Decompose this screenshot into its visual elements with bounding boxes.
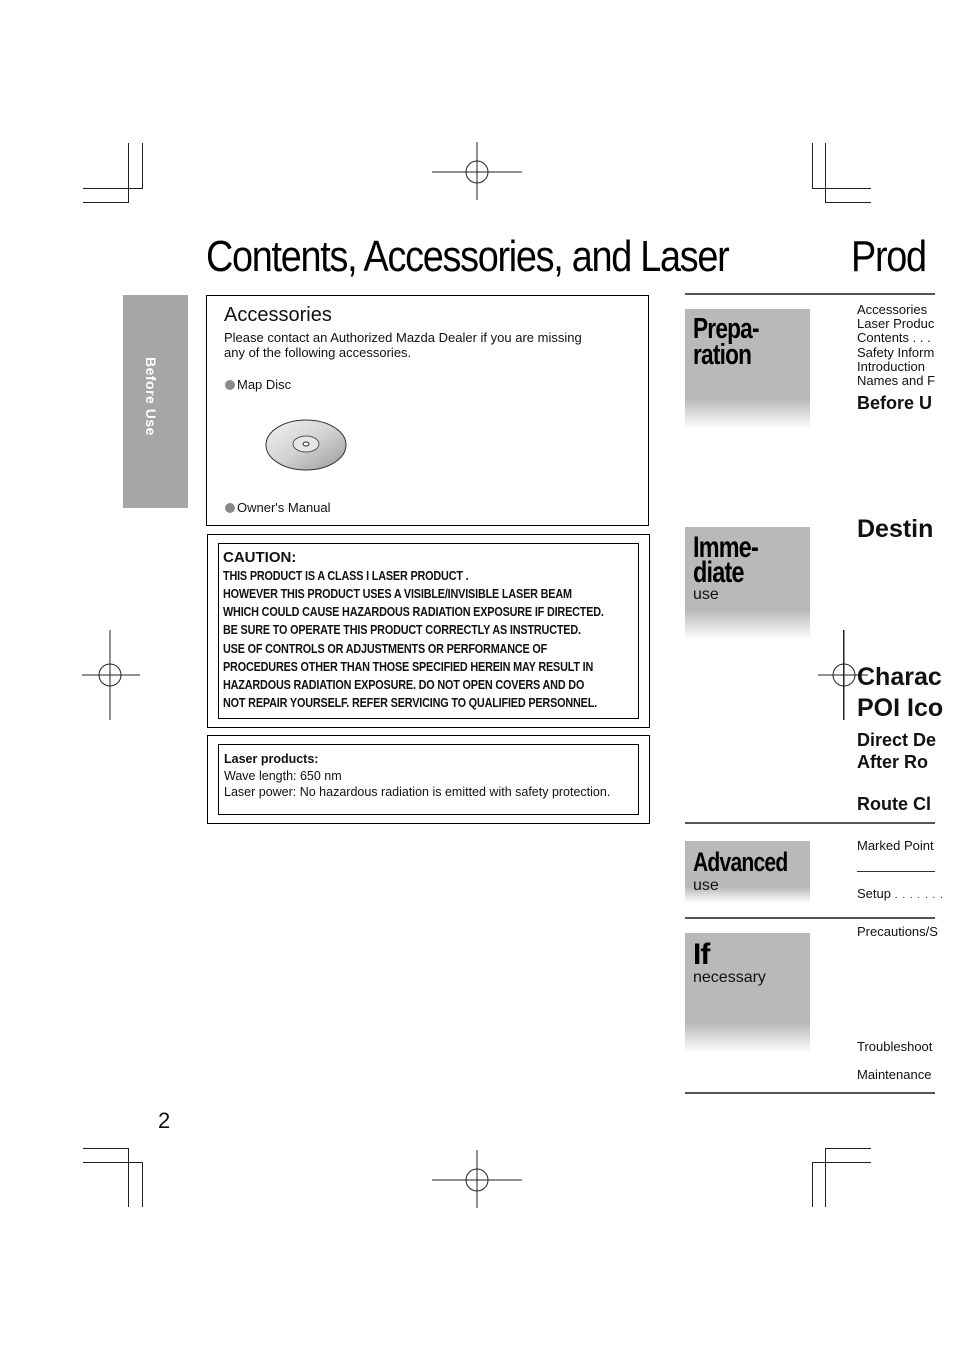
toc-leader-dots: . . . . . . . <box>890 890 944 901</box>
caution-line: THIS PRODUCT IS A CLASS I LASER PRODUCT . <box>223 569 469 583</box>
toc-heading: POI Ico <box>857 694 944 722</box>
toc-item-label: Setup <box>857 886 891 901</box>
toc-item: Safety Inform <box>857 345 935 360</box>
map-disc-illustration <box>262 417 350 475</box>
toc-item: Accessories <box>857 302 928 317</box>
toc-divider <box>857 871 935 872</box>
section-subtitle-if-necessary: necessary <box>693 969 766 986</box>
caution-line: HAZARDOUS RADIATION EXPOSURE. DO NOT OPEN COVERS AND DO <box>223 678 585 692</box>
accessory-item-map-disc <box>225 377 291 392</box>
laser-power: Laser power: No hazardous radiation is emitted with safety protection. <box>224 785 611 799</box>
toc-heading: Destin <box>857 515 934 543</box>
section-divider <box>685 917 935 919</box>
toc-item: Laser Produc <box>857 316 935 331</box>
section-subtitle-advanced: use <box>693 877 719 894</box>
registration-target-top <box>432 142 524 202</box>
section-title-if-necessary: If <box>693 938 710 971</box>
toc-item: Names and F <box>857 373 936 388</box>
toc-item: Maintenance <box>857 1067 932 1082</box>
section-title-immediate: diate <box>693 556 744 589</box>
section-title-preparation: ration <box>693 339 752 371</box>
section-tab <box>123 295 188 508</box>
caution-line: HOWEVER THIS PRODUCT USES A VISIBLE/INVISIBLE LASER BEAM <box>223 587 572 601</box>
laser-wavelength: Wave length: 650 nm <box>224 769 342 783</box>
caution-line: USE OF CONTROLS OR ADJUSTMENTS OR PERFORMANCE OF <box>223 642 548 656</box>
laser-heading: Laser products: <box>224 752 319 766</box>
toc-item-setup <box>857 887 944 904</box>
section-divider <box>685 822 935 824</box>
toc-item: Marked Point <box>857 838 934 853</box>
registration-target-bottom <box>432 1150 524 1210</box>
section-tab-label: Before Use <box>143 357 159 436</box>
section-subtitle-immediate: use <box>693 586 719 603</box>
caution-heading: CAUTION: <box>223 549 297 566</box>
section-divider <box>685 293 935 295</box>
caution-line: BE SURE TO OPERATE THIS PRODUCT CORRECTLY AS INSTRUCTED. <box>223 623 581 637</box>
toc-heading: Direct De <box>857 730 937 750</box>
accessories-intro: Please contact an Authorized Mazda Dealer if you are missing any of the following accessories. <box>224 330 582 360</box>
toc-item: Introduction <box>857 359 925 374</box>
section-title-immediate: Imme- <box>693 531 759 564</box>
toc-heading: Charac <box>857 663 942 691</box>
bullet-icon <box>225 380 235 390</box>
caution-line: PROCEDURES OTHER THAN THOSE SPECIFIED HEREIN MAY RESULT IN <box>223 660 594 674</box>
page-title-continued: Prod <box>851 232 926 281</box>
accessory-item-label: Map Disc <box>237 377 292 392</box>
caution-line: NOT REPAIR YOURSELF. REFER SERVICING TO QUALIFIED PERSONNEL. <box>223 696 598 710</box>
section-title-advanced: Advanced <box>693 847 788 877</box>
accessory-item-label: Owner's Manual <box>237 500 331 515</box>
accessories-title: Accessories <box>224 304 332 326</box>
caution-line: WHICH COULD CAUSE HAZARDOUS RADIATION EXPOSURE IF DIRECTED. <box>223 605 604 619</box>
page-number: 2 <box>158 1108 171 1133</box>
toc-item: Contents . . . <box>857 330 931 345</box>
accessory-item-owners-manual <box>225 500 331 515</box>
vertical-guide <box>843 630 844 720</box>
page-title: Contents, Accessories, and Laser <box>206 232 729 281</box>
registration-target-left <box>82 630 142 722</box>
toc-heading: Route Cl <box>857 794 931 814</box>
toc-heading: Before U <box>857 393 933 413</box>
toc-heading: After Ro <box>857 752 928 772</box>
section-title-preparation: Prepa- <box>693 313 759 345</box>
bullet-icon <box>225 503 235 513</box>
section-divider <box>685 1092 935 1094</box>
toc-item: Precautions/S <box>857 924 938 939</box>
toc-item: Troubleshoot <box>857 1039 933 1054</box>
